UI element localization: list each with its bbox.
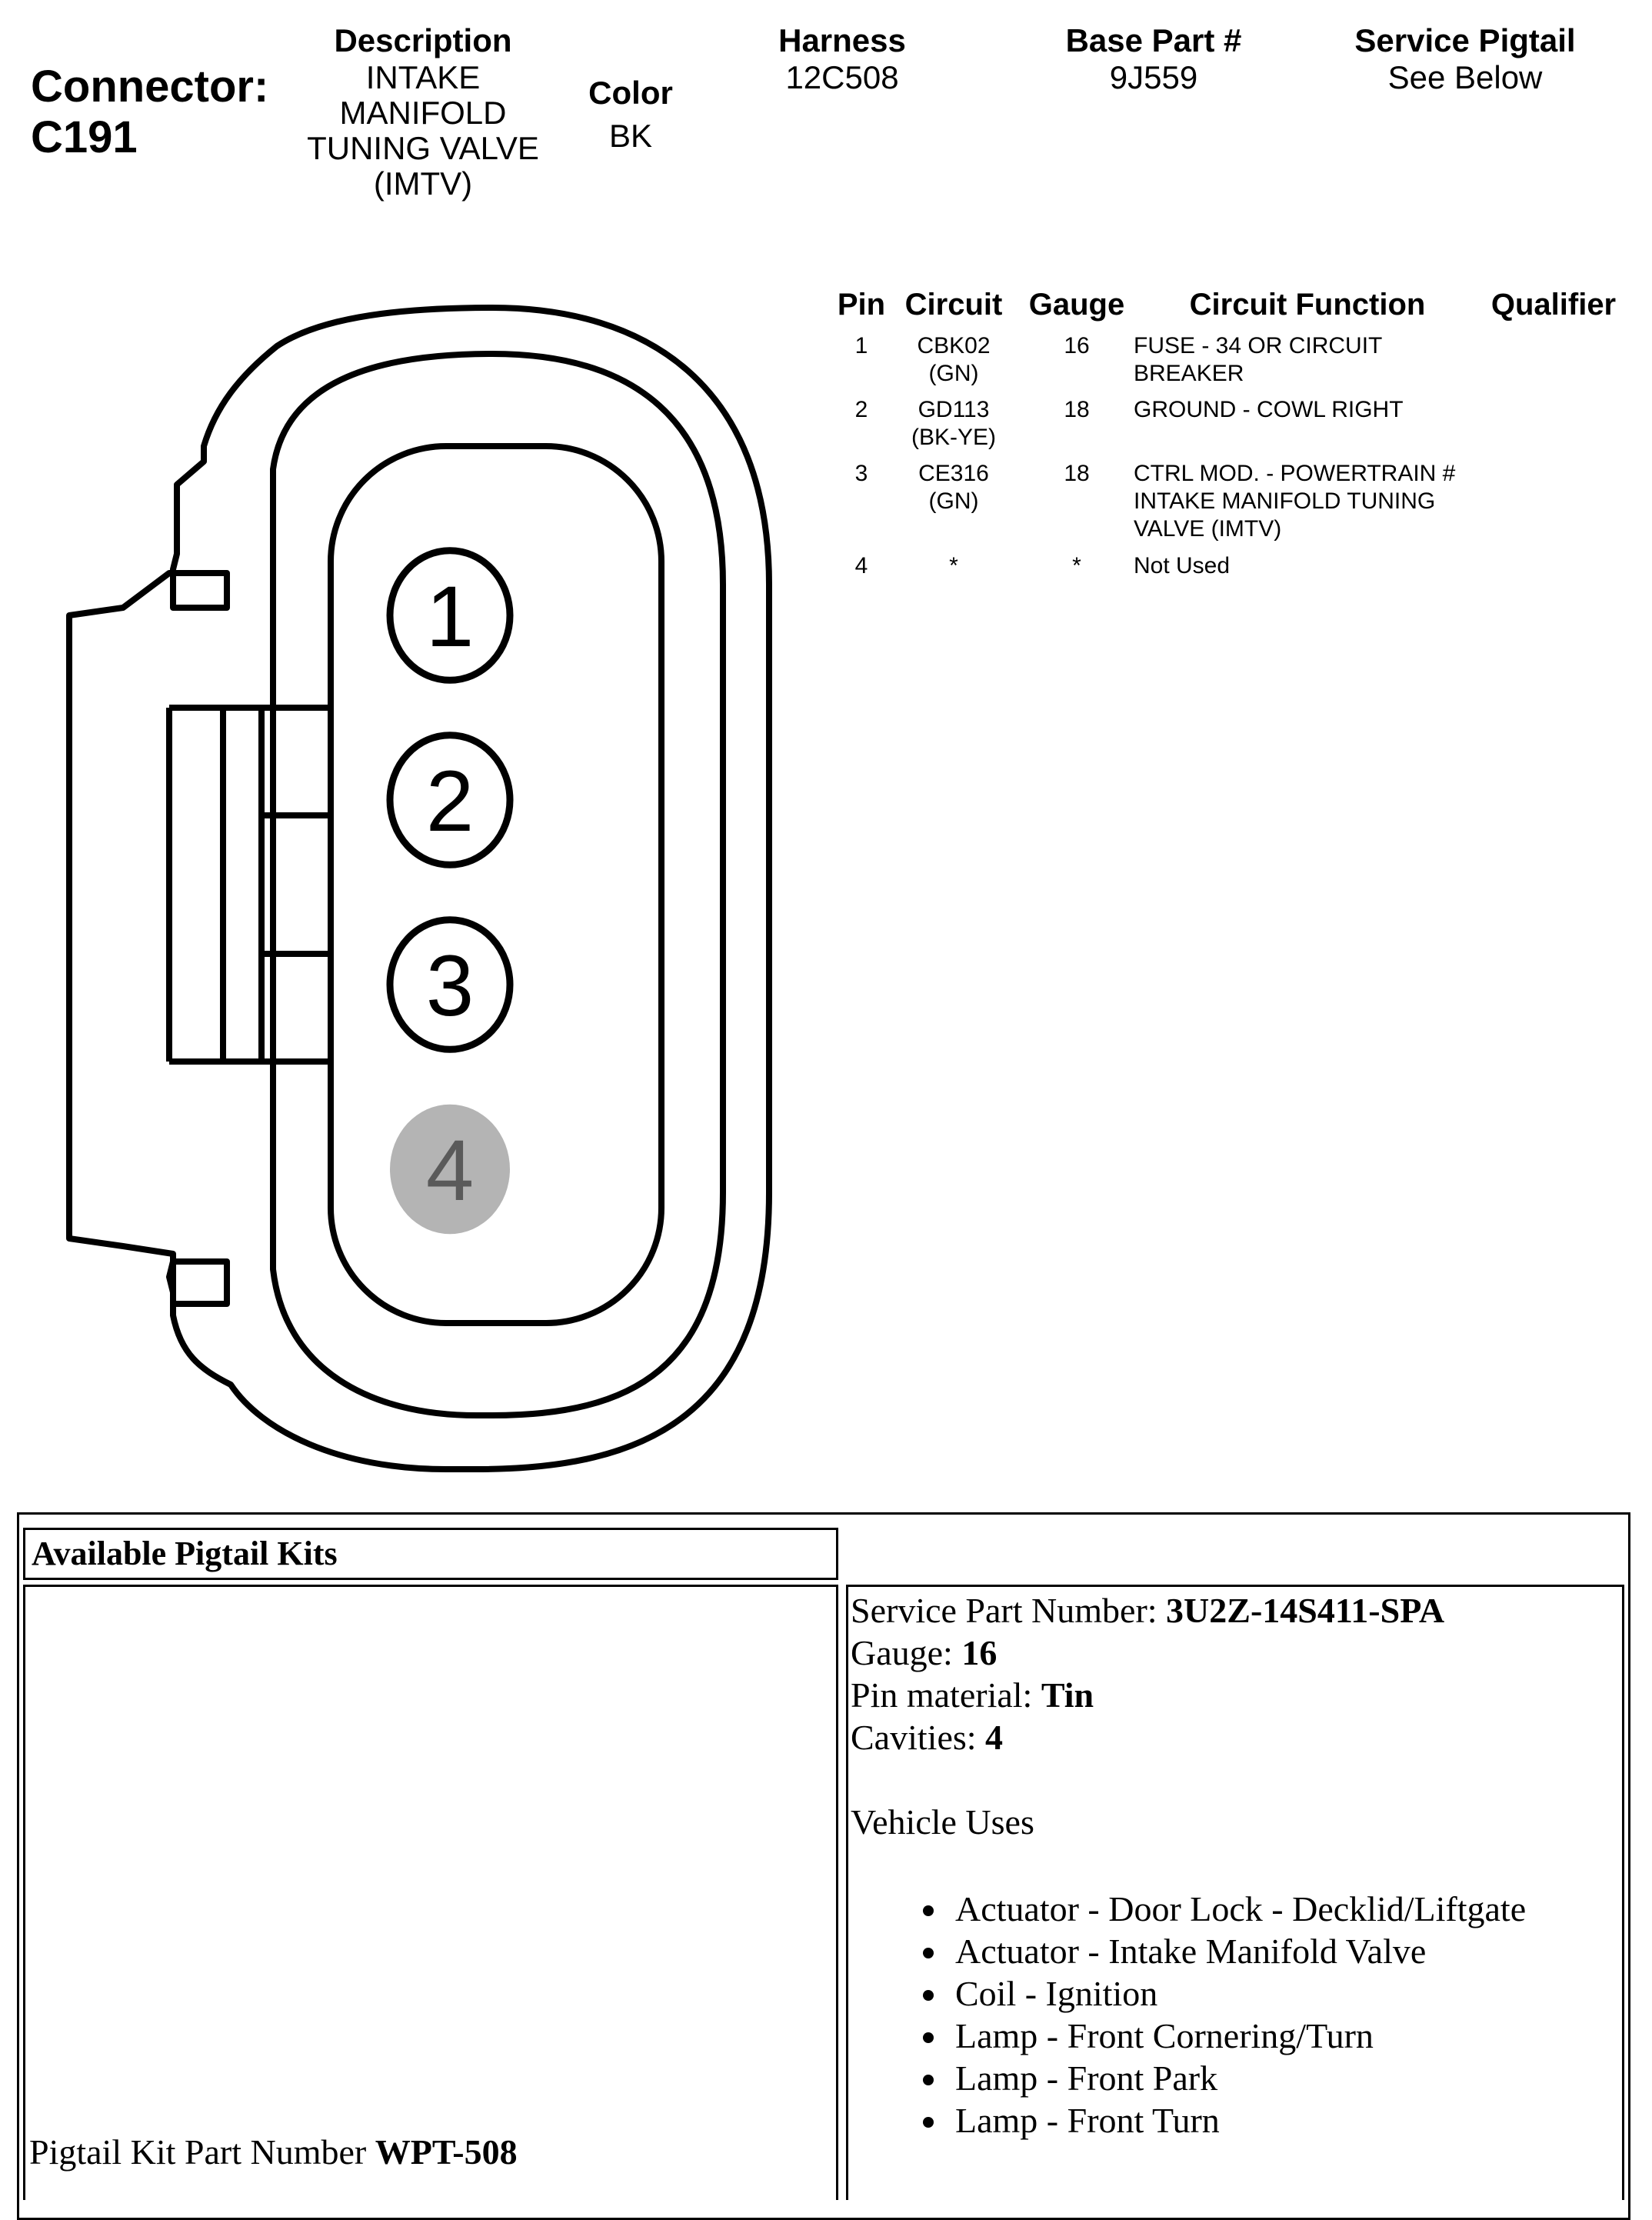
circuit-cell xyxy=(892,396,1015,452)
circuit-color: (GN) xyxy=(928,488,979,514)
pin-number: 2 xyxy=(425,753,475,849)
cavities-label: Cavities: xyxy=(851,1718,986,1757)
service-pigtail-value: See Below xyxy=(1387,59,1543,95)
color-column xyxy=(569,74,692,154)
service-part-label: Service Part Number: xyxy=(851,1591,1167,1630)
pin-cell: 3 xyxy=(854,461,868,486)
gauge-value: 16 xyxy=(961,1633,998,1672)
connector-diagram xyxy=(46,292,800,1492)
service-part-line xyxy=(851,1589,1620,1632)
description-line: TUNING VALVE xyxy=(307,130,539,166)
circuit-cell: * xyxy=(949,553,958,578)
circuit-id: CBK02 xyxy=(917,333,991,358)
gauge-cell: * xyxy=(1072,553,1081,578)
vehicle-uses-label: Vehicle Uses xyxy=(851,1802,1034,1842)
function-cell xyxy=(1134,396,1472,424)
function-cell: Not Used xyxy=(1134,553,1231,578)
circuit-cell xyxy=(892,460,1015,515)
cavities-value: 4 xyxy=(985,1718,1004,1757)
base-part-column xyxy=(1038,22,1269,95)
pin-material-label: Pin material: xyxy=(851,1675,1041,1715)
gauge-header: Gauge xyxy=(1028,288,1125,322)
harness-column xyxy=(727,22,958,95)
vehicle-uses-list xyxy=(851,1888,1620,2142)
gauge-cell: 18 xyxy=(1064,461,1090,486)
circuit-id: GD113 xyxy=(918,397,990,422)
function-line: FUSE - 34 OR CIRCUIT xyxy=(1134,333,1383,358)
service-part-value: 3U2Z-14S411-SPA xyxy=(1166,1591,1445,1630)
description-label: Description xyxy=(334,22,512,58)
description-line: (IMTV) xyxy=(373,165,473,202)
harness-label: Harness xyxy=(778,22,906,58)
description-column xyxy=(292,22,554,202)
list-item: • Lamp - Front Cornering/Turn xyxy=(949,2015,1620,2057)
pin-1-cavity xyxy=(390,551,510,680)
pin-cell: 2 xyxy=(854,397,868,422)
base-part-value: 9J559 xyxy=(1109,59,1198,95)
list-item: • Lamp - Front Turn xyxy=(949,2099,1620,2142)
connector-id: C191 xyxy=(31,112,138,162)
pin-material-value: Tin xyxy=(1041,1675,1094,1715)
color-label: Color xyxy=(588,75,673,111)
list-item: • Coil - Ignition xyxy=(949,1972,1620,2015)
qualifier-header: Qualifier xyxy=(1490,288,1617,322)
pin-number: 3 xyxy=(425,938,475,1034)
pin-number: 4 xyxy=(425,1122,475,1218)
gauge-cell: 16 xyxy=(1064,333,1090,358)
pin-cell: 4 xyxy=(854,553,868,578)
kit-part-label: Pigtail Kit Part Number xyxy=(29,2132,375,2172)
function-line: CTRL MOD. - POWERTRAIN # xyxy=(1134,461,1456,486)
service-pigtail-column xyxy=(1331,22,1600,95)
pin-header: Pin xyxy=(837,288,886,322)
function-line: BREAKER xyxy=(1134,361,1244,386)
kit-part-value: WPT-508 xyxy=(375,2132,518,2172)
circuit-function-header: Circuit Function xyxy=(1189,288,1426,322)
pigtail-kits-header: Available Pigtail Kits xyxy=(23,1528,838,1580)
pin-cell: 1 xyxy=(854,333,868,358)
pigtail-details xyxy=(851,1589,1620,2142)
circuit-cell xyxy=(892,332,1015,388)
connector-title xyxy=(31,62,268,163)
list-item: • Actuator - Intake Manifold Valve xyxy=(949,1930,1620,1972)
harness-value: 12C508 xyxy=(785,59,899,95)
side-lock-bars xyxy=(169,708,331,1062)
color-value: BK xyxy=(608,118,653,154)
pigtail-image-cell xyxy=(23,1585,838,2200)
circuit-color: (GN) xyxy=(928,361,979,386)
connector-label: Connector: xyxy=(31,62,269,112)
cavities-line xyxy=(851,1716,1620,1758)
pin-material-line xyxy=(851,1674,1620,1716)
gauge-line xyxy=(851,1632,1620,1674)
circuit-id: CE316 xyxy=(918,461,989,486)
description-line: INTAKE xyxy=(365,59,481,95)
pins-layer xyxy=(390,551,510,1234)
service-pigtail-label: Service Pigtail xyxy=(1354,22,1576,58)
list-item: • Lamp - Front Park xyxy=(949,2057,1620,2099)
gauge-cell: 18 xyxy=(1064,397,1090,422)
list-item: • Actuator - Door Lock - Decklid/Liftgate xyxy=(949,1888,1620,1930)
function-cell xyxy=(1134,460,1487,543)
circuit-header: Circuit xyxy=(904,288,1003,322)
pin-number: 1 xyxy=(425,568,475,665)
function-line: INTAKE MANIFOLD TUNING xyxy=(1134,488,1436,514)
gauge-label: Gauge: xyxy=(851,1633,962,1672)
pin-3-cavity xyxy=(390,920,510,1049)
base-part-label: Base Part # xyxy=(1065,22,1242,58)
function-line: VALVE (IMTV) xyxy=(1134,516,1282,542)
pin-2-cavity xyxy=(390,735,510,865)
function-line: GROUND - COWL RIGHT xyxy=(1134,397,1404,422)
function-cell xyxy=(1134,332,1472,388)
circuit-color: (BK-YE) xyxy=(911,425,996,450)
pigtail-kit-part-number xyxy=(29,2131,518,2173)
pin-4-cavity xyxy=(390,1105,510,1234)
description-line: MANIFOLD xyxy=(339,95,507,131)
